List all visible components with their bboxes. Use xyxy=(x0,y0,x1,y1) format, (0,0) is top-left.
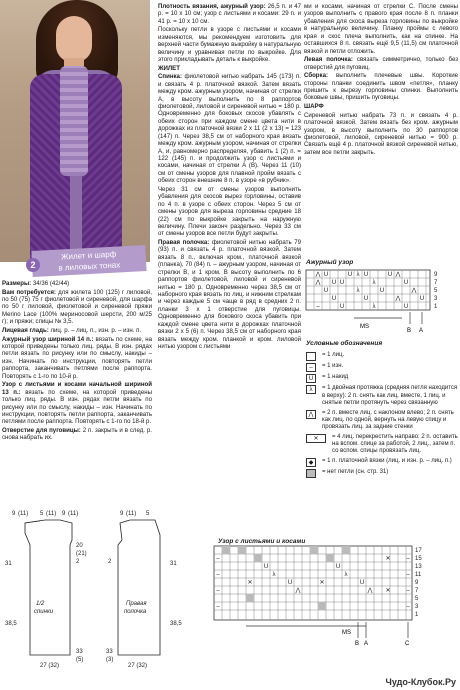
svg-text:⋀: ⋀ xyxy=(395,296,401,302)
stockinette-label: Лицевая гладь: xyxy=(2,326,49,334)
svg-text:–: – xyxy=(216,572,220,578)
buttonhole-text: 2 п. закрыть и в след. р. снова набрать их. xyxy=(2,426,152,442)
back-neck-paragraph: Через 31 см от смены узоров выполнить убавления для скосов вырез горловины, оставив по 4 п. в узоре с обеих сторон. Через 5 см от смены узоров для выреза горловины средние 18 (22) см по выкройке закрыть на наружную величину. Плечи законч раздельно. Через 33 см от смены узоров все петли будут закрыты. xyxy=(158,185,301,238)
leaves-label: Узор с листьями и косами начальной шириной 13 п.: xyxy=(2,381,152,396)
vest-heading: ЖИЛЕТ xyxy=(158,64,180,72)
svg-text:U: U xyxy=(287,580,293,586)
ajour-row-label: 1 xyxy=(434,304,438,310)
svg-text:U: U xyxy=(403,280,409,286)
front-side-dim: (3) xyxy=(106,657,114,663)
svg-text:⋀: ⋀ xyxy=(315,280,321,286)
legend-item xyxy=(306,458,458,467)
back-label: 1/2 xyxy=(36,601,45,607)
legend-text: = 1 изн. xyxy=(322,363,344,370)
back-top-dim: 9 xyxy=(12,511,16,517)
photo-vest-right xyxy=(82,74,122,262)
legend-item xyxy=(306,374,458,383)
caption-line2: в лиловых тонах xyxy=(58,260,121,273)
left-front-text: связать симметрично, только без отверстий для пуговиц. xyxy=(304,56,458,71)
svg-text:U: U xyxy=(263,564,269,570)
front-height-dim: 31 xyxy=(170,561,177,567)
svg-text:U: U xyxy=(363,272,369,278)
column-3 xyxy=(304,3,458,157)
legend-item xyxy=(306,385,458,407)
svg-text:–: – xyxy=(216,556,220,562)
svg-text:⋀: ⋀ xyxy=(367,588,373,594)
ajour-row-label: 3 xyxy=(434,296,438,302)
ajour-pattern-paragraph xyxy=(2,336,152,381)
leaves-row-label: 15 xyxy=(415,556,422,562)
svg-text:⋀: ⋀ xyxy=(411,288,417,294)
ajour-arrow-b-label: B xyxy=(407,328,412,334)
ajour-row-label: 7 xyxy=(434,280,438,286)
back-side-dim: 33 xyxy=(76,649,83,655)
svg-text:–: – xyxy=(406,588,410,594)
legend-text: = 1 двойная протяжка (средняя петля находится в верху): 2 п. снять как лиц. вместе, 1 лиц. и снятые петли протянуть через связанную xyxy=(322,385,458,407)
leaves-text: вязать по схеме, на которой приведены только лиц. ряды. В изн. рядах петли вязать по рисунку или по смыслу, накиды – изн. Начинать по инструкции, повторять петли раппорта, заканчивать петлями после раппорта. Повторять с 1-го по 18-й р. xyxy=(2,388,153,426)
legend-text: = 1 лиц. xyxy=(322,351,345,358)
ajour-row-label: 9 xyxy=(434,272,438,278)
front-side-dim: 33 xyxy=(106,649,113,655)
leaves-row-label: 17 xyxy=(415,548,422,554)
model-number-badge: 2 xyxy=(26,258,40,272)
back-outline xyxy=(25,520,72,655)
materials-label: Вам потребуется: xyxy=(2,288,56,296)
leaves-row-label: 11 xyxy=(415,572,422,578)
sizes-label: Размеры: xyxy=(2,280,32,287)
svg-text:U: U xyxy=(359,580,365,586)
front-side-dim: 2 xyxy=(108,559,112,565)
svg-text:⋀: ⋀ xyxy=(295,588,301,594)
left-front-paragraph xyxy=(304,56,458,71)
leaves-row-label: 3 xyxy=(415,604,419,610)
ajour-grid xyxy=(306,270,430,310)
ajour-chart xyxy=(304,268,454,338)
svg-text:U: U xyxy=(339,304,345,310)
back-top-dim: (11) xyxy=(18,511,29,517)
purl-symbol-icon: – xyxy=(306,363,316,372)
back-top-dim: 9 xyxy=(62,511,66,517)
back-top-dim: (11) xyxy=(68,511,79,517)
scarf-heading: ШАРФ xyxy=(304,103,324,111)
knit-symbol-icon xyxy=(306,352,316,361)
leaves-row-label: 13 xyxy=(415,564,422,570)
svg-text:⋀: ⋀ xyxy=(315,272,321,278)
double-decrease-symbol-icon: λ xyxy=(306,385,316,394)
ajour-chart-title: Ажурный узор xyxy=(306,259,354,266)
svg-text:✕: ✕ xyxy=(385,556,391,562)
front-label: полочка xyxy=(124,609,147,615)
svg-text:U: U xyxy=(335,564,341,570)
svg-text:U: U xyxy=(339,280,345,286)
leaves-row-label: 7 xyxy=(415,588,419,594)
svg-text:λ: λ xyxy=(272,572,276,578)
leaves-ms-label: MS xyxy=(342,630,351,636)
svg-text:⋀: ⋀ xyxy=(395,272,401,278)
buttonhole-label: Отверстие для пуговицы: xyxy=(2,426,81,434)
front-top-dim: (11) xyxy=(126,511,137,517)
svg-text:U: U xyxy=(403,304,409,310)
svg-text:U: U xyxy=(323,288,329,294)
svg-text:U: U xyxy=(331,280,337,286)
materials-text: для жилета 100 (125) г лиловой, по 50 (75) 75 г фиолетовой и сиреневой, для шарфа по 50 г лиловой, фиолетовой и сиреневой пряжи Merino Lace (100% мериносовой шерсти, 200 м/25 г); и пряжи; спицы № 3,5. xyxy=(2,288,153,326)
back-top-dim: 5 xyxy=(40,511,44,517)
svg-text:λ: λ xyxy=(372,280,376,286)
svg-text:–: – xyxy=(406,572,410,578)
ssk-symbol-icon: ⋀ xyxy=(306,410,316,419)
right-front-continued: ми и косами, начиная от стрелки С. После смены узоров выполнить с правого края после 8 п. планки убавления для скоса выреза горловины по выкройке в натуральную величину. Планку проймы с левого края и скос плеча выполнить, как на спинке. На оставшихся 8 п. связать ещё 9,5 (11,5) см платочной вязкой и петли отложить. xyxy=(304,3,458,55)
buttonhole-paragraph xyxy=(2,427,152,442)
svg-text:–: – xyxy=(406,556,410,562)
back-side-dim: (21) xyxy=(76,551,87,557)
back-label: спинки xyxy=(34,609,54,615)
scarf-paragraph: Сиреневой нитью набрать 73 п. и связать 4 р. платочной вязкой. Затем вязать без кром. ажурным узором, в высоту выполнить по 30 раппортов фиолетовой, лиловой, сиреневой нитью = 900 р. Связать ещё 4 р. платочной вязкой сиреневой нитью, затем все петли закрыть. xyxy=(304,111,458,156)
legend-text: = 4 лиц. перекрестить направо: 2 п. оставить на вспом. спице за работой, 2 лиц., затем п. со вспом. спицы провязать лиц. xyxy=(332,433,458,455)
svg-text:λ: λ xyxy=(372,304,376,310)
ajour-arrow-a-label: A xyxy=(419,328,424,334)
leaves-row-label: 5 xyxy=(415,596,419,602)
no-stitch-symbol-icon xyxy=(306,469,316,478)
leaves-chart-title: Узор с листьями и косами xyxy=(218,538,306,545)
column-2 xyxy=(158,3,301,352)
vest-schematics xyxy=(0,505,200,690)
svg-text:–: – xyxy=(216,588,220,594)
front-outline xyxy=(118,520,160,655)
photo-face xyxy=(56,16,92,62)
legend-item xyxy=(306,469,458,478)
back-top-dim: (11) xyxy=(46,511,57,517)
stockinette-paragraph xyxy=(2,327,152,334)
front-top-dim: 9 xyxy=(120,511,124,517)
ajour-ms-label: MS xyxy=(360,324,369,330)
back-width-dim: 27 (32) xyxy=(40,663,60,669)
caption-line1: Жилет и шарф xyxy=(60,249,117,262)
svg-text:–: – xyxy=(216,604,220,610)
leaves-chart xyxy=(212,544,422,648)
right-front-label: Правая полочка: xyxy=(158,239,210,247)
svg-text:✕: ✕ xyxy=(319,580,325,586)
back-paragraph xyxy=(158,73,301,184)
svg-text:U: U xyxy=(331,296,337,302)
column-1 xyxy=(2,280,152,443)
front-height-dim: 38,5 xyxy=(170,621,182,627)
right-front-paragraph xyxy=(158,239,301,350)
materials-paragraph xyxy=(2,289,152,326)
svg-text:λ: λ xyxy=(344,572,348,578)
assembly-label: Сборка: xyxy=(304,72,328,80)
leaves-grid xyxy=(214,546,412,620)
svg-text:λ: λ xyxy=(356,272,360,278)
back-height-dim: 38,5 xyxy=(5,621,17,627)
front-width-dim: 27 (32) xyxy=(128,663,148,669)
back-side-dim: (5) xyxy=(76,657,84,663)
sizes-text: 34/36 (42/44) xyxy=(31,280,70,287)
photo-caption xyxy=(31,245,146,277)
stockinette-text: лиц. р. – лиц. п., изн. р. – изн. п. xyxy=(48,326,142,334)
legend-item xyxy=(306,410,458,432)
svg-text:U: U xyxy=(387,272,393,278)
svg-text:✕: ✕ xyxy=(247,580,253,586)
leaves-row-label: 9 xyxy=(415,580,419,586)
assembly-paragraph xyxy=(304,72,458,102)
legend-text: = 2 п. вместе лиц. с наклоном влево; 2 п. снять как лиц. по одной, вернуть на левую спицу и провязать лиц. за задние стенки xyxy=(322,409,454,431)
legend-text: = 1 накид xyxy=(322,374,349,381)
left-front-label: Левая полочка: xyxy=(304,56,353,64)
legend-text: = 1 п. платочной вязки (лиц. и изн. р. – лиц. п.) xyxy=(322,457,452,464)
ajour-text: вязать по схеме, на которой приведены только лиц. ряды. В изн. рядах петли вязать по рисунку или по смыслу, накиды – изн. Начинать по инструкции, повторять петли раппорта, заканчивать петлями после раппорта. Повторять с 1-го по 10-й р. xyxy=(2,335,152,380)
legend-item xyxy=(306,434,458,456)
front-label: Правая xyxy=(126,601,147,607)
svg-text:U: U xyxy=(379,288,385,294)
back-text: фиолетовой нитью набрать 145 (173) п. и связать 4 р. платочной вязкой. Затем вязать между кром. ажурным узором, начиная от стрелки А, в высоту выполнить по 8 раппортов фиолетовой, лиловой и сиреневой нитью = 180 р. Одновременно для боковых скосов убавлять с обеих сторон при каждом смене цвета нити в дорожках из платочной вязки 2 x 11 (2 x 13) = 123 (147) п. Через 38,5 см от наборного края вязать между кром. ажурным узором, начиная от стрелки А, и, равномерно распределяя, убавить 1 (2) п. = 122 (145) п. и продолжить узор с листьями и косами, начиная от стрелки А (В). Через 11 (10) см от смены узоров для плавной пройм вязать с обеих сторон внешние 8 п. в узоре «в рубчик». xyxy=(158,73,301,185)
back-height-dim: 31 xyxy=(5,561,12,567)
svg-text:U: U xyxy=(419,296,425,302)
legend-item xyxy=(306,352,458,361)
template-note: Поскольку петли в узоре с листьями и косами изменяются, мы рекомендуем изготовить для верхней части бумажную выкройку в натуральную величину и уравнивая петли по выкройке. Для этого прикладывать деталь к выкройке. xyxy=(158,26,301,64)
leaves-arrow-b-label: B xyxy=(355,641,360,647)
svg-text:–: – xyxy=(316,304,320,310)
legend xyxy=(306,340,458,480)
svg-text:–: – xyxy=(406,604,410,610)
gauge-paragraph xyxy=(158,3,301,25)
gauge-text: 26,5 п. и 47 р. = 10 x 10 см; узор с листьями и косами: 29 п. и 41 р. = 10 x 10 см. xyxy=(158,3,302,25)
svg-text:U: U xyxy=(363,296,369,302)
legend-item xyxy=(306,363,458,372)
svg-text:U: U xyxy=(347,272,353,278)
model-photo xyxy=(0,0,150,262)
photo-scarf xyxy=(60,66,88,176)
sizes-paragraph xyxy=(2,280,152,287)
site-watermark: Чудо-Клубок.Ру xyxy=(385,677,456,688)
legend-text: = нет петли (сн. стр. 31) xyxy=(322,469,389,476)
front-top-dim: 5 xyxy=(146,511,150,517)
back-side-dim: 2 xyxy=(76,559,80,565)
right-front-text: фиолетовой нитью набрать 79 (93) п. и связать 4 р. платочной вязкой. Затем вязать 8 п., включая кром., платочной вязкой (планка), 70 (84) п. – ажурным узором, начиная от стрелки В, и 1 кром. В высоту выполнить по 6 раппортов фиолетовой, лиловой и сиреневой нитью = 180 р. Одновременно через 38,5 см от наборного края вязать по лиц. и нижним стрелкам и через каждые 5 см чаще в ряд в средних 2 п. планки 3 x 1 отверстие для пуговицы. Одновременно для бокового скоса убавить при каждой смене цвета нити в дорожках платочной вязки 2 x 5 (6) п. Через 38,5 см от наборного края вязать между кром. планкой и кром. лиловой нитью узором с листьями xyxy=(158,239,301,350)
back-side-dim: 20 xyxy=(76,543,83,549)
svg-text:U: U xyxy=(323,272,329,278)
yarn-over-symbol-icon: U xyxy=(306,374,316,383)
ajour-row-label: 5 xyxy=(434,288,438,294)
gauge-label: Плотность вязания, ажурный узор: xyxy=(158,3,266,10)
leaves-pattern-paragraph xyxy=(2,381,152,426)
leaves-row-label: 1 xyxy=(415,612,419,618)
svg-text:✕: ✕ xyxy=(385,588,391,594)
legend-title: Условные обозначения xyxy=(306,340,383,347)
assembly-text: выполнить плечевые швы. Короткие стороны планки соединить швом «петля», планку пришить к вырезу горловины спинки. Выполнить боковые швы, пришить пуговицы. xyxy=(304,72,458,102)
back-label: Спинка: xyxy=(158,73,182,81)
leaves-arrow-a-label: A xyxy=(364,641,369,647)
back-shoulder-line xyxy=(25,521,40,523)
cable-symbol-icon: ✕ xyxy=(306,434,326,443)
leaves-arrow-c-label: C xyxy=(405,641,410,647)
garter-symbol-icon: ◆ xyxy=(306,458,316,467)
ajour-label: Ажурный узор шириной 14 п.: xyxy=(2,335,94,343)
svg-text:λ: λ xyxy=(356,288,360,294)
